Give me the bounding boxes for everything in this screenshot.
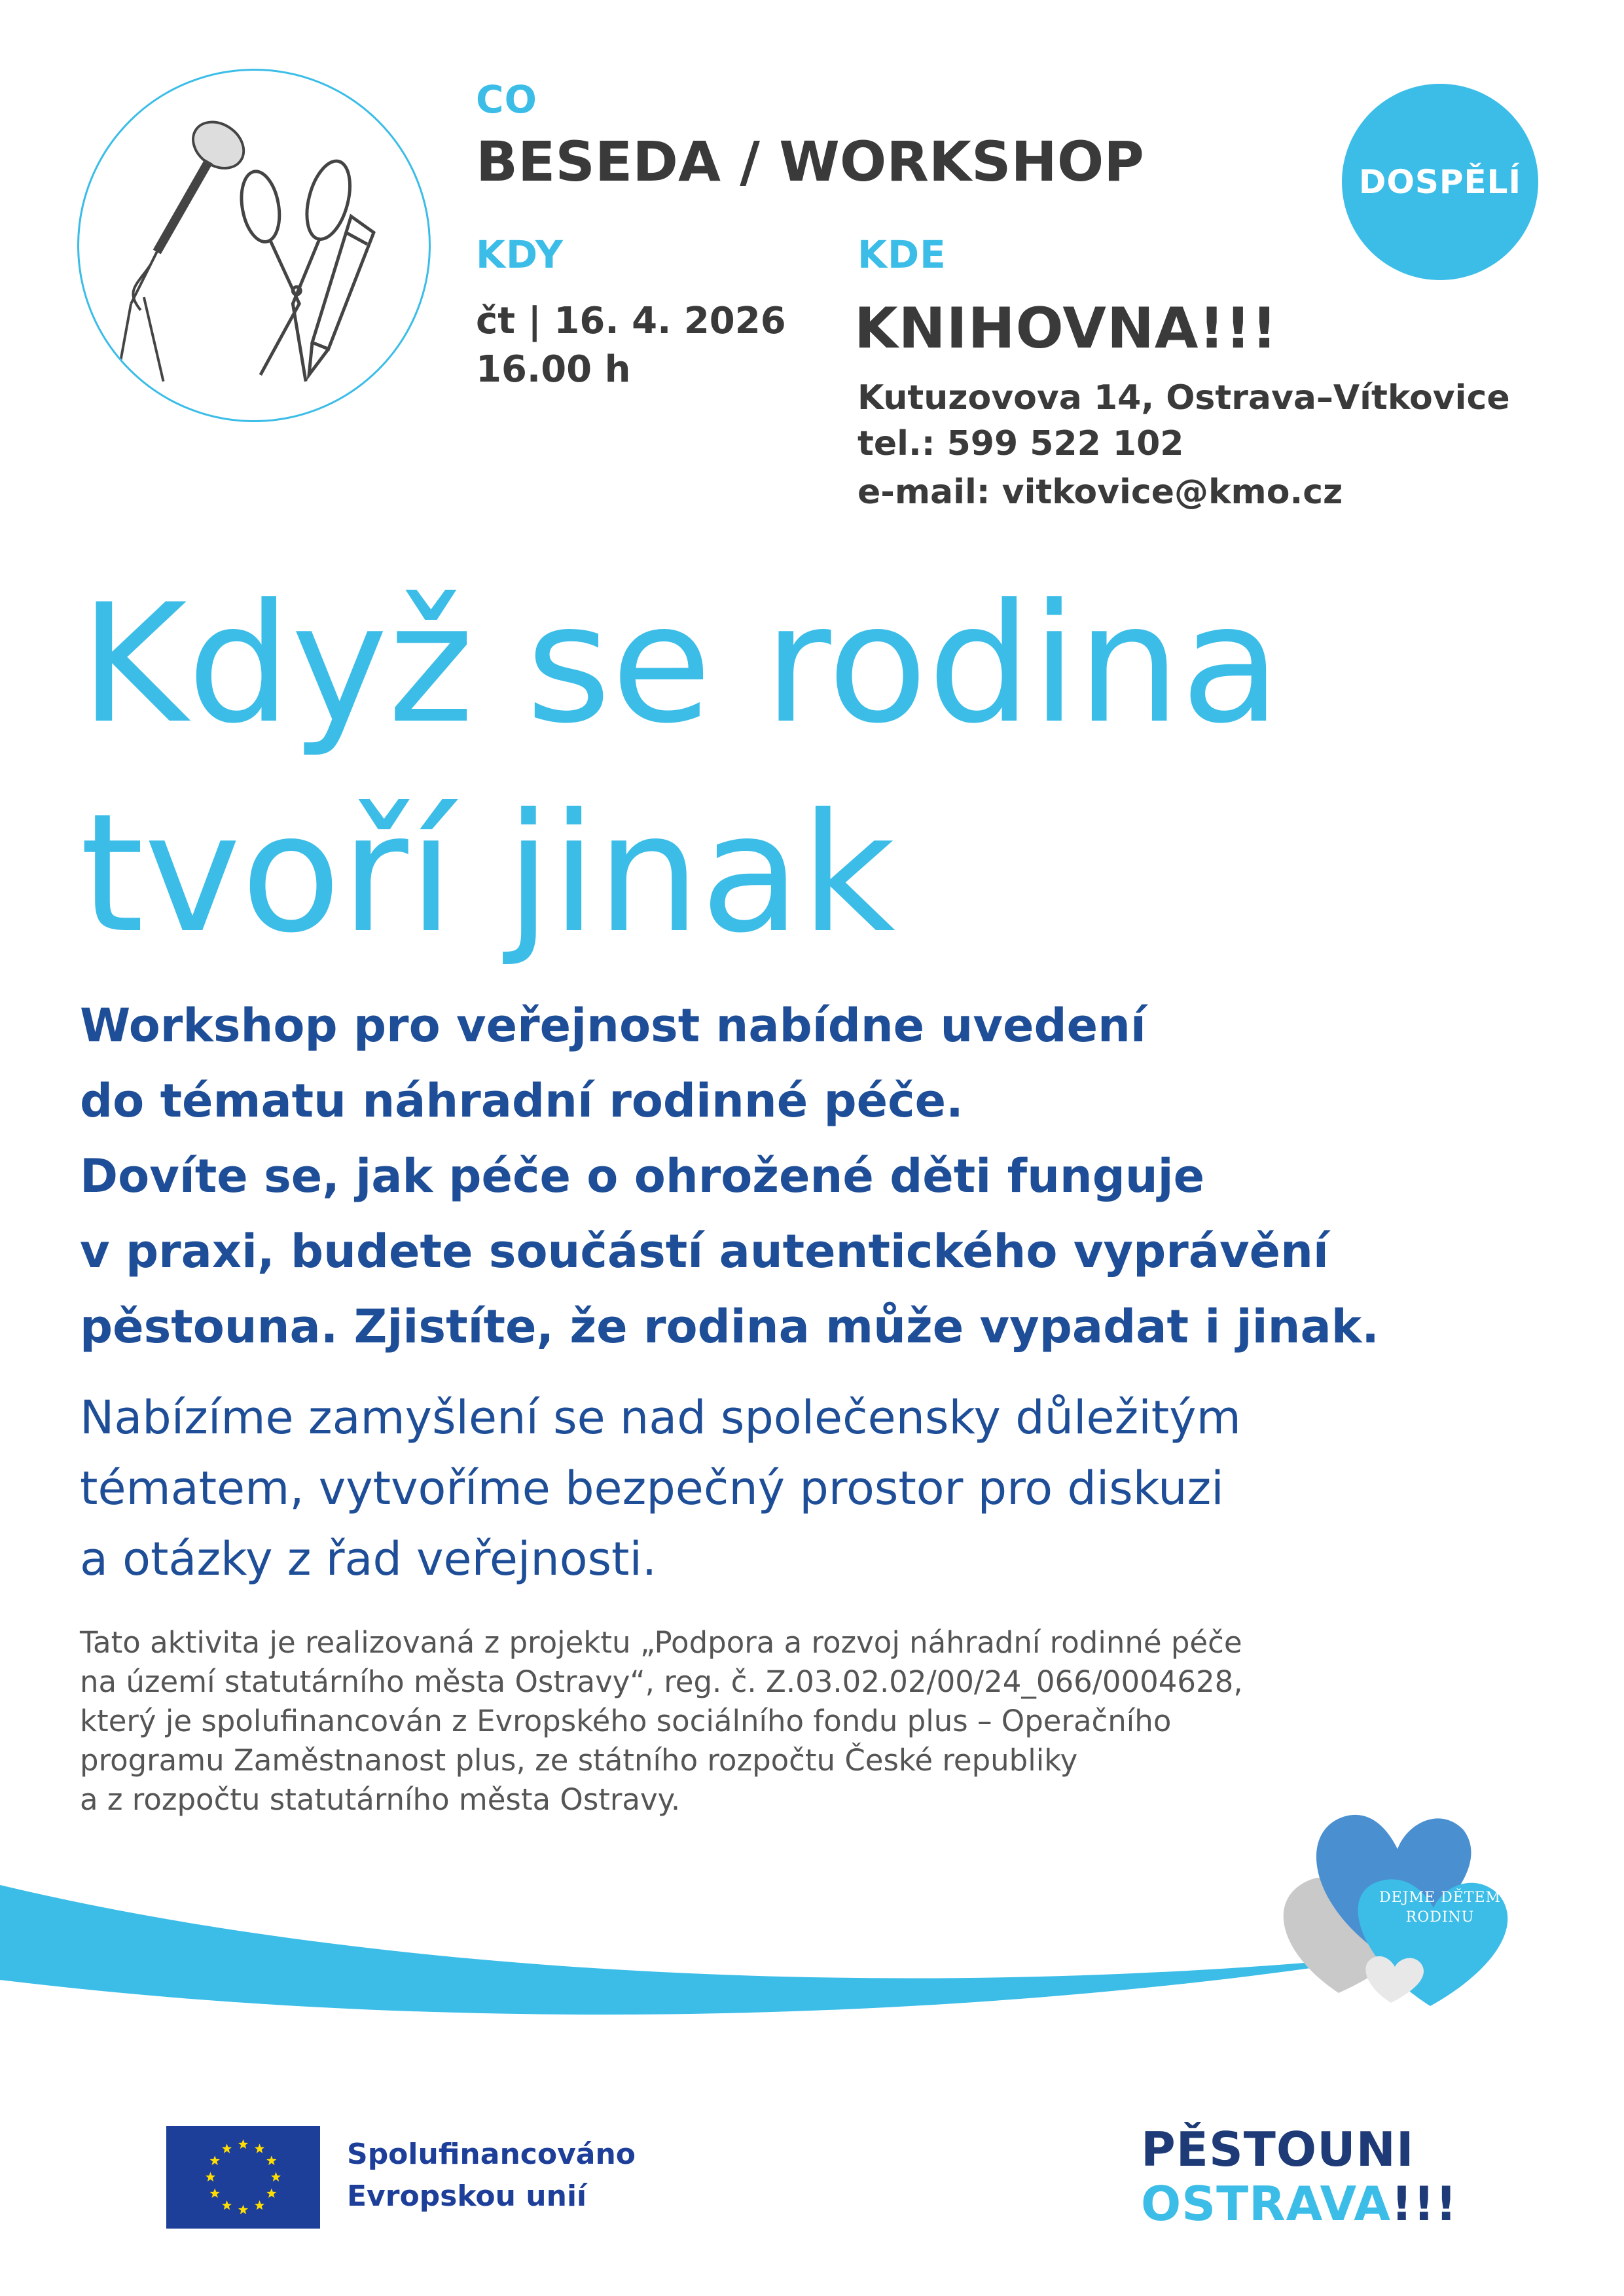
lead-line: Dovíte se, jak péče o ohrožené děti funguje bbox=[80, 1149, 1205, 1203]
funding-line: programu Zaměstnanost plus, ze státního rozpočtu České republiky bbox=[80, 1743, 1078, 1778]
when-label: KDY bbox=[476, 232, 564, 277]
body-line: tématem, vytvoříme bezpečný prostor pro diskuzi bbox=[80, 1462, 1224, 1515]
venue-email: e-mail: vitkovice@kmo.cz bbox=[857, 473, 1343, 512]
eu-star bbox=[266, 2189, 276, 2198]
funding-note bbox=[80, 1623, 1243, 1820]
event-type: BESEDA / WORKSHOP bbox=[476, 130, 1144, 194]
audience-label: DOSPĚLÍ bbox=[1358, 163, 1522, 201]
eu-flag bbox=[166, 2126, 320, 2229]
eu-stars-icon bbox=[166, 2126, 320, 2229]
hearts-logo-line: DEJME DĚTEM bbox=[1379, 1890, 1502, 1906]
eu-star bbox=[266, 2156, 276, 2166]
eu-star bbox=[210, 2189, 220, 2198]
hearts-logo-line: RODINU bbox=[1405, 1909, 1475, 1926]
eu-star bbox=[222, 2144, 232, 2153]
audience-badge bbox=[1342, 84, 1538, 280]
funding-line: a z rozpočtu statutárního města Ostravy. bbox=[80, 1782, 681, 1817]
eu-star bbox=[206, 2172, 215, 2182]
eu-star bbox=[222, 2200, 232, 2210]
funding-line: který je spolufinancován z Evropského sociálního fondu plus – Operačního bbox=[80, 1704, 1172, 1738]
eu-star bbox=[238, 2140, 248, 2149]
venue-phone: tel.: 599 522 102 bbox=[857, 424, 1184, 463]
body-line: Nabízíme zamyšlení se nad společensky důležitým bbox=[80, 1391, 1241, 1444]
brand-logo-line1: PĚSTOUNI bbox=[1141, 2122, 1415, 2177]
body-line: a otázky z řad veřejnosti. bbox=[80, 1532, 657, 1586]
brand-logo-line2 bbox=[1141, 2176, 1458, 2231]
brand-logo-city: OSTRAVA bbox=[1141, 2176, 1392, 2231]
venue-name: KNIHOVNA!!! bbox=[854, 296, 1278, 361]
eu-star bbox=[238, 2205, 248, 2215]
lead-line: do tématu náhradní rodinné péče. bbox=[80, 1074, 964, 1128]
event-date: čt | 16. 4. 2026 bbox=[476, 300, 786, 342]
funding-line: na území statutárního města Ostravy“, reg. č. Z.03.02.02/00/24_066/0004628, bbox=[80, 1664, 1243, 1699]
eu-star bbox=[210, 2156, 220, 2166]
eu-star bbox=[271, 2172, 281, 2182]
eu-cofinanced-text bbox=[347, 2134, 636, 2217]
lead-line: Workshop pro veřejnost nabídne uvedení bbox=[80, 999, 1146, 1052]
event-time: 16.00 h bbox=[476, 348, 631, 391]
lead-line: pěstouna. Zjistíte, že rodina může vypadat i jinak. bbox=[80, 1300, 1379, 1354]
eu-text-line: Spolufinancováno bbox=[347, 2138, 636, 2171]
brand-logo-suffix: !!! bbox=[1391, 2176, 1458, 2231]
illustration-circle bbox=[77, 69, 431, 422]
eu-star bbox=[255, 2200, 264, 2210]
funding-line: Tato aktivita je realizovaná z projektu „Podpora a rozvoj náhradní rodinné péče bbox=[80, 1625, 1242, 1660]
lead-paragraph bbox=[80, 988, 1379, 1365]
headline-line: Když se rodina bbox=[80, 569, 1281, 759]
eu-text-line: Evropskou unií bbox=[347, 2179, 587, 2213]
headline bbox=[80, 560, 1281, 978]
microphone-icon bbox=[118, 113, 252, 382]
lead-line: v praxi, budete součástí autentického vyprávění bbox=[80, 1225, 1329, 1278]
headline-line: tvoří jinak bbox=[80, 778, 895, 969]
where-label: KDE bbox=[857, 232, 947, 277]
eu-star bbox=[255, 2144, 264, 2153]
venue-address: Kutuzovova 14, Ostrava–Vítkovice bbox=[857, 378, 1510, 418]
hearts-logo-text bbox=[1362, 1888, 1519, 1928]
scissors-icon bbox=[236, 156, 357, 382]
body-paragraph bbox=[80, 1382, 1241, 1594]
what-label: CO bbox=[476, 77, 537, 122]
tools-illustration bbox=[79, 71, 429, 420]
